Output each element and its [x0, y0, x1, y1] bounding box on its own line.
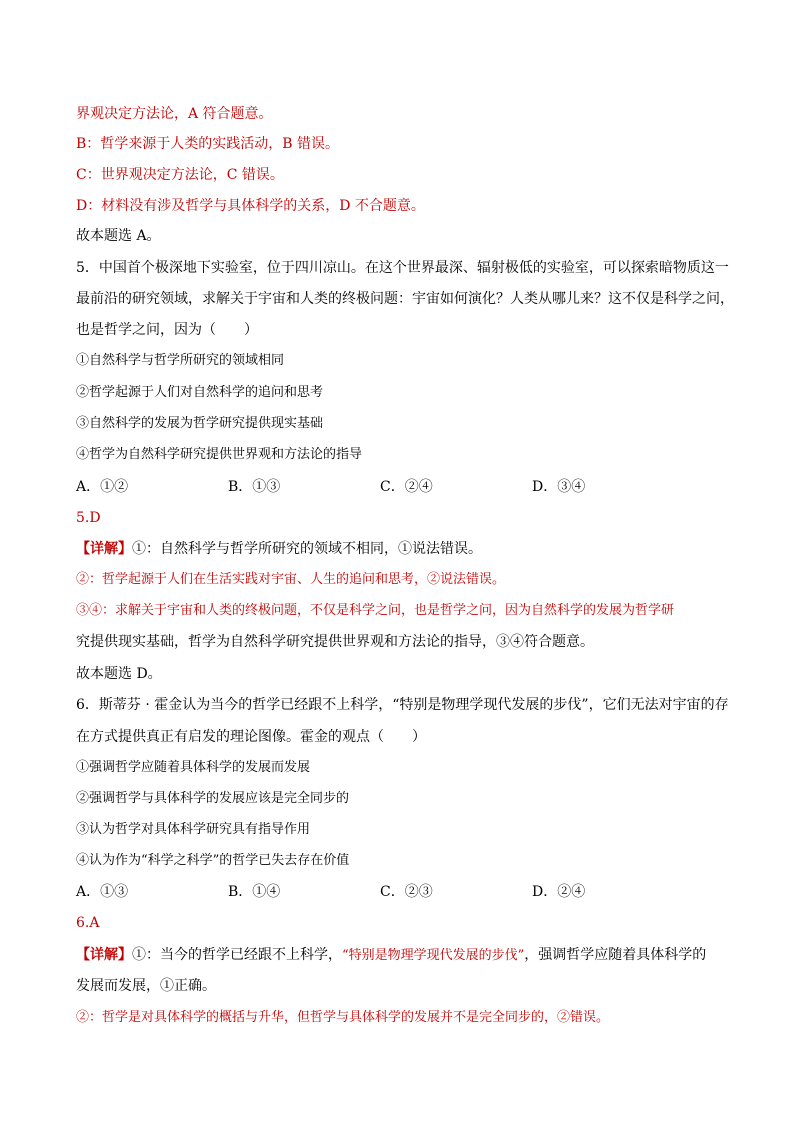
detail-line: ③④：求解关于宇宙和人类的终极问题，不仅是科学之问，也是哲学之问，因为自然科学的发展为哲学研 — [76, 603, 675, 618]
option-b: B．①③ — [228, 479, 281, 495]
detail-text: ①：当今的哲学已经跟不上科学， — [132, 947, 342, 963]
detail-tag: 【详解】 — [76, 541, 132, 557]
detail-line: 究提供现实基础，哲学为自然科学研究提供世界观和方法论的指导，③④符合题意。 — [76, 634, 594, 650]
detail-line: ②：哲学起源于人们在生活实践对宇宙、人生的追问和思考，②说法错误。 — [76, 572, 506, 587]
detail-quote: “特别是物理学现代发展的步伐” — [342, 948, 525, 963]
option-d: D．②④ — [532, 884, 586, 900]
text: 界观决定方法论，A 符合题意。 — [76, 106, 273, 122]
answer-label: 5.D — [76, 510, 101, 526]
question-stem: 也是哲学之问，因为（ ） — [76, 322, 258, 338]
question-stem: 在方式提供真正有启发的理论图像。霍金的观点（ ） — [76, 729, 426, 745]
text-line — [76, 104, 273, 124]
statement: ①自然科学与哲学所研究的领域相同 — [76, 353, 285, 368]
statement: ③认为哲学对具体科学研究具有指导作用 — [76, 822, 311, 837]
option-c: C．②③ — [380, 884, 433, 900]
detail-line — [76, 539, 482, 559]
option-d: D．③④ — [532, 479, 586, 495]
statement: ②强调哲学与具体科学的发展应该是完全同步的 — [76, 791, 350, 806]
detail-tag: 【详解】 — [76, 947, 132, 963]
option-a: A．①③ — [76, 884, 129, 900]
conclusion-line: 故本题选 D。 — [76, 666, 162, 682]
text-line: 故本题选 A。 — [76, 228, 161, 244]
text-line: D：材料没有涉及哲学与具体科学的关系，D 不合题意。 — [76, 198, 425, 214]
detail-line — [76, 945, 706, 966]
statement: ①强调哲学应随着具体科学的发展而发展 — [76, 760, 311, 775]
option-b: B．①④ — [228, 884, 281, 900]
statement: ④哲学为自然科学研究提供世界观和方法论的指导 — [76, 447, 363, 462]
option-a: A．①② — [76, 479, 129, 495]
question-stem: 5．中国首个极深地下实验室，位于四川凉山。在这个世界最深、辐射极低的实验室，可以探索暗物质这一 — [76, 260, 729, 276]
answer-label: 6.A — [76, 915, 100, 931]
question-stem: 6．斯蒂芬 · 霍金认为当今的哲学已经跟不上科学，“特别是物理学现代发展的步伐”，它们无法对宇宙的存 — [76, 697, 729, 713]
text-line: C：世界观决定方法论，C 错误。 — [76, 167, 284, 183]
detail-line: 发展而发展，①正确。 — [76, 978, 216, 994]
statement: ②哲学起源于人们对自然科学的追问和思考 — [76, 385, 324, 400]
detail-line: ②：哲学是对具体科学的概括与升华，但哲学与具体科学的发展并不是完全同步的，②错误。 — [76, 1010, 610, 1025]
text-line: B：哲学来源于人类的实践活动，B 错误。 — [76, 136, 340, 152]
statement: ④认为作为“科学之科学”的哲学已失去存在价值 — [76, 853, 350, 868]
detail-text: ①：自然科学与哲学所研究的领域不相同，①说法错误。 — [132, 541, 482, 557]
statement: ③自然科学的发展为哲学研究提供现实基础 — [76, 416, 324, 431]
option-c: C．②④ — [380, 479, 433, 495]
detail-text: ，强调哲学应随着具体科学的 — [524, 947, 707, 963]
question-stem: 最前沿的研究领域，求解关于宇宙和人类的终极问题：宇宙如何演化？人类从哪儿来？这不仅是科学之问， — [76, 291, 734, 307]
